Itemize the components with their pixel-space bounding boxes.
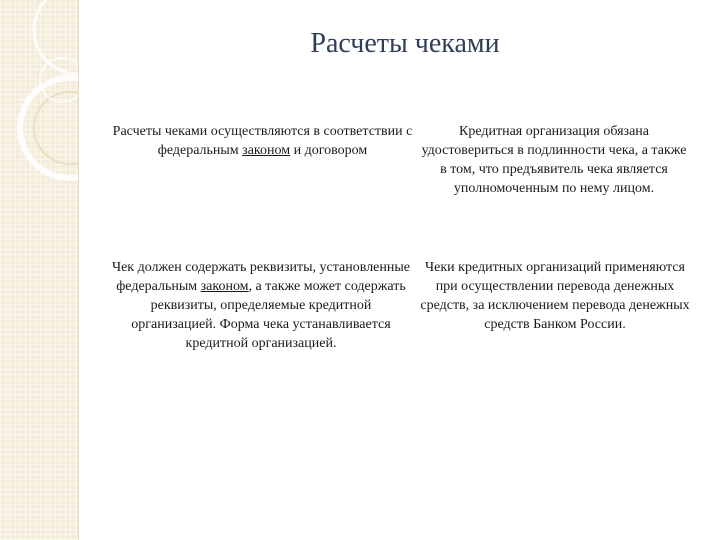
p3-text-after: , а также может содержать реквизиты, определяемые кредитной организацией. Форма чека устанавливается кредитной организацией.	[131, 279, 406, 351]
p3-text-before: Чек должен содержать реквизиты, установленные федеральным	[111, 260, 410, 294]
decorative-circles-icon	[0, 0, 78, 540]
paragraph-credit-org-verification: Кредитная организация обязана удостовериться в подлинности чека, а также в том, что предъявитель чека является уполномоченным по нему лицом.	[421, 124, 687, 196]
paragraph-checks-legal-basis	[110, 122, 415, 160]
paragraph-check-requisites	[108, 258, 414, 353]
paragraph-credit-org-checks: Чеки кредитных организаций применяются при осуществлении перевода денежных средств, за исключением перевода денежных средств Банком России.	[420, 260, 690, 332]
decorative-sidebar	[0, 0, 79, 540]
p1-text-after: и договором	[290, 143, 368, 158]
law-link-2[interactable]: законом	[200, 279, 249, 294]
law-link[interactable]: законом	[242, 143, 291, 158]
p1-text-before: Расчеты чеками осуществляются в соответствии с федеральным	[112, 124, 413, 158]
page-title: Расчеты чеками	[310, 28, 500, 59]
